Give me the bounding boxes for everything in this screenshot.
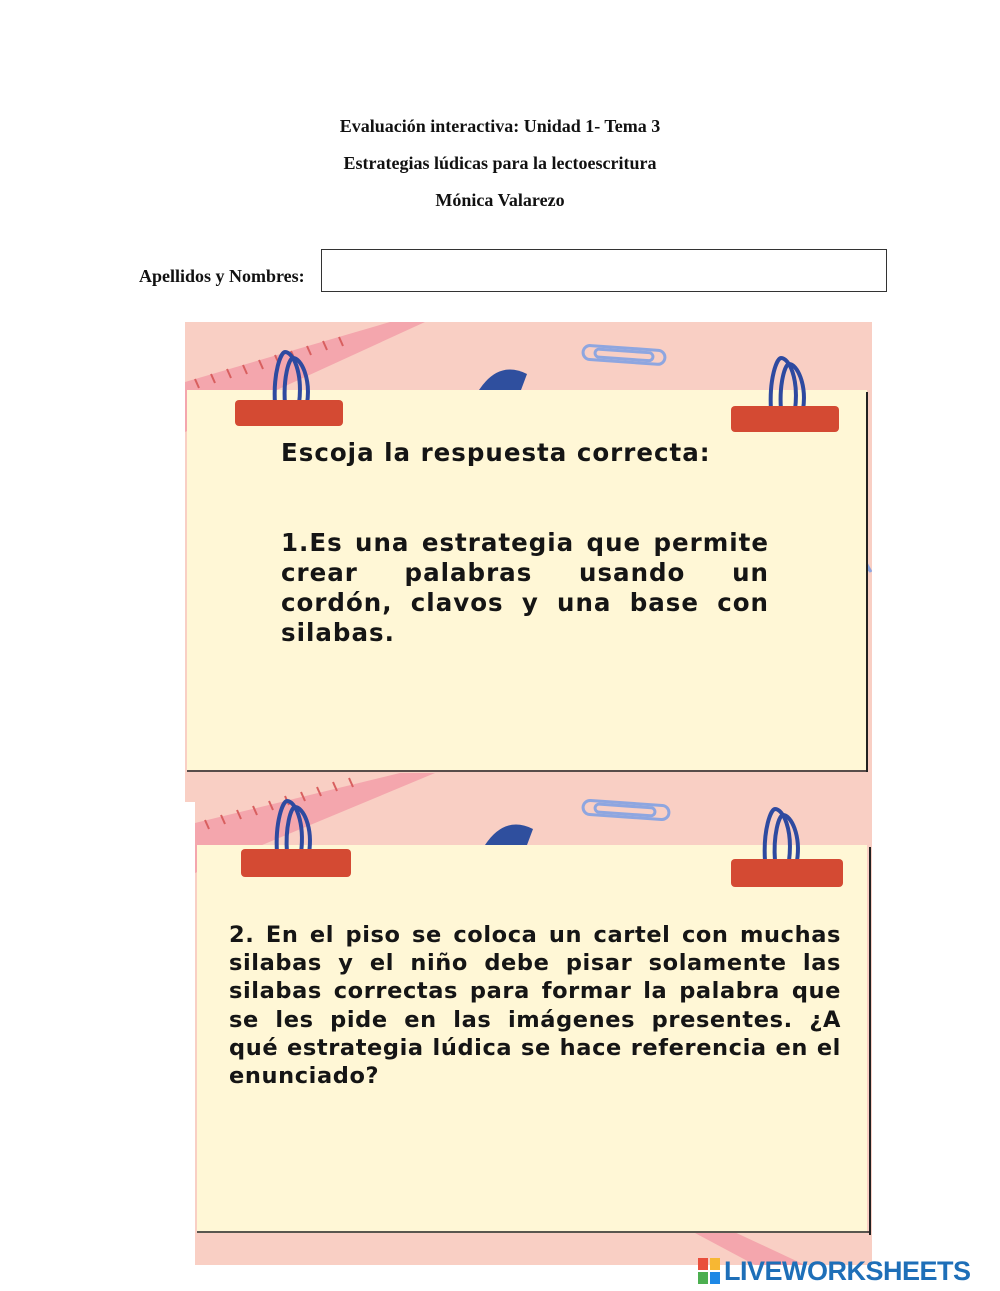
question-card-2 [195,773,872,1265]
liveworksheets-logo[interactable] [698,1257,971,1285]
worksheet-title: Evaluación interactiva: Unidad 1- Tema 3 [339,116,661,136]
question-1-text: 1.Es una estrategia que permite crear palabras usando un cordón, clavos y una base con silabas. [281,528,769,647]
liveworksheets-logo-icon [698,1258,720,1284]
worksheet-subtitle: Estrategias lúdicas para la lectoescritura [343,153,657,173]
question-card-1 [185,322,872,802]
question-2-text: 2. En el piso se coloca un cartel con muchas silabas y el niño debe pisar solamente las silabas correctas para formar la palabra que se les pide en las imágenes presentes. ¿A qué estrategia lúdica se hace referencia en el enunciado? [229,922,841,1090]
author-name: Mónica Valarezo [435,190,565,210]
name-input[interactable] [321,249,887,292]
question-1-instruction: Escoja la respuesta correcta: [281,438,711,467]
logo-text: LIVEWORKSHEETS [724,1255,971,1286]
name-field-label: Apellidos y Nombres: [139,266,305,286]
